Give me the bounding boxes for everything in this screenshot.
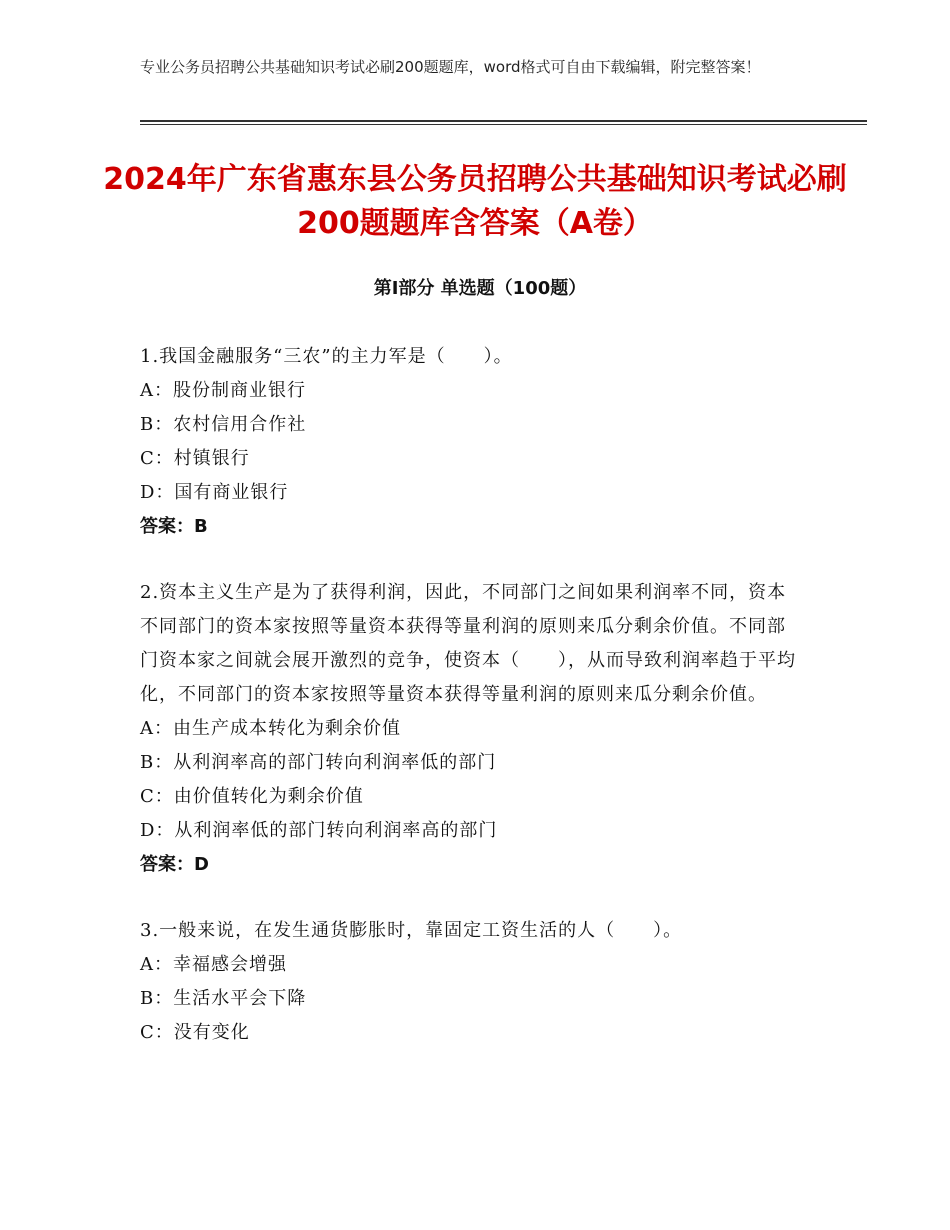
option-c: C：由价值转化为剩余价值 <box>140 786 364 807</box>
answer: 答案：D <box>140 854 209 875</box>
option-b: B：从利润率高的部门转向利润率低的部门 <box>140 752 497 773</box>
header-divider-thick <box>140 120 867 122</box>
option-a: A：幸福感会增强 <box>140 954 287 975</box>
option-b: B：农村信用合作社 <box>140 414 307 435</box>
option-c: C：没有变化 <box>140 1022 250 1043</box>
option-a: A：股份制商业银行 <box>140 380 306 401</box>
header-divider-thin <box>140 124 867 125</box>
question-3 <box>140 914 800 1050</box>
header-divider <box>140 120 867 126</box>
question-1 <box>140 340 800 544</box>
option-b: B：生活水平会下降 <box>140 988 307 1009</box>
option-d: D：国有商业银行 <box>140 482 289 503</box>
header-note: 专业公务员招聘公共基础知识考试必刷200题题库，word格式可自由下载编辑，附完整答案！ <box>140 58 761 76</box>
question-stem: 1.我国金融服务“三农”的主力军是（ ）。 <box>140 346 513 367</box>
part-heading: 第Ⅰ部分 单选题（100题） <box>373 278 587 299</box>
question-stem: 3.一般来说，在发生通货膨胀时，靠固定工资生活的人（ ）。 <box>140 920 683 941</box>
document-title: 2024年广东省惠东县公务员招聘公共基础知识考试必刷200题题库含答案（A卷） <box>103 162 847 241</box>
option-d: D：从利润率低的部门转向利润率高的部门 <box>140 820 498 841</box>
question-stem: 2.资本主义生产是为了获得利润，因此，不同部门之间如果利润率不同，资本不同部门的资本家按照等量资本获得等量利润的原则来瓜分剩余价值。不同部门资本家之间就会展开激烈的竞争，使资本（ ），从而导致利润率趋于平均化，不同部门的资本家按照等量资本获得等量利润的原则来瓜分剩余价值。 <box>140 582 796 705</box>
question-list <box>140 340 800 1082</box>
option-a: A：由生产成本转化为剩余价值 <box>140 718 401 739</box>
answer: 答案：B <box>140 516 208 537</box>
option-c: C：村镇银行 <box>140 448 250 469</box>
question-2 <box>140 576 800 882</box>
